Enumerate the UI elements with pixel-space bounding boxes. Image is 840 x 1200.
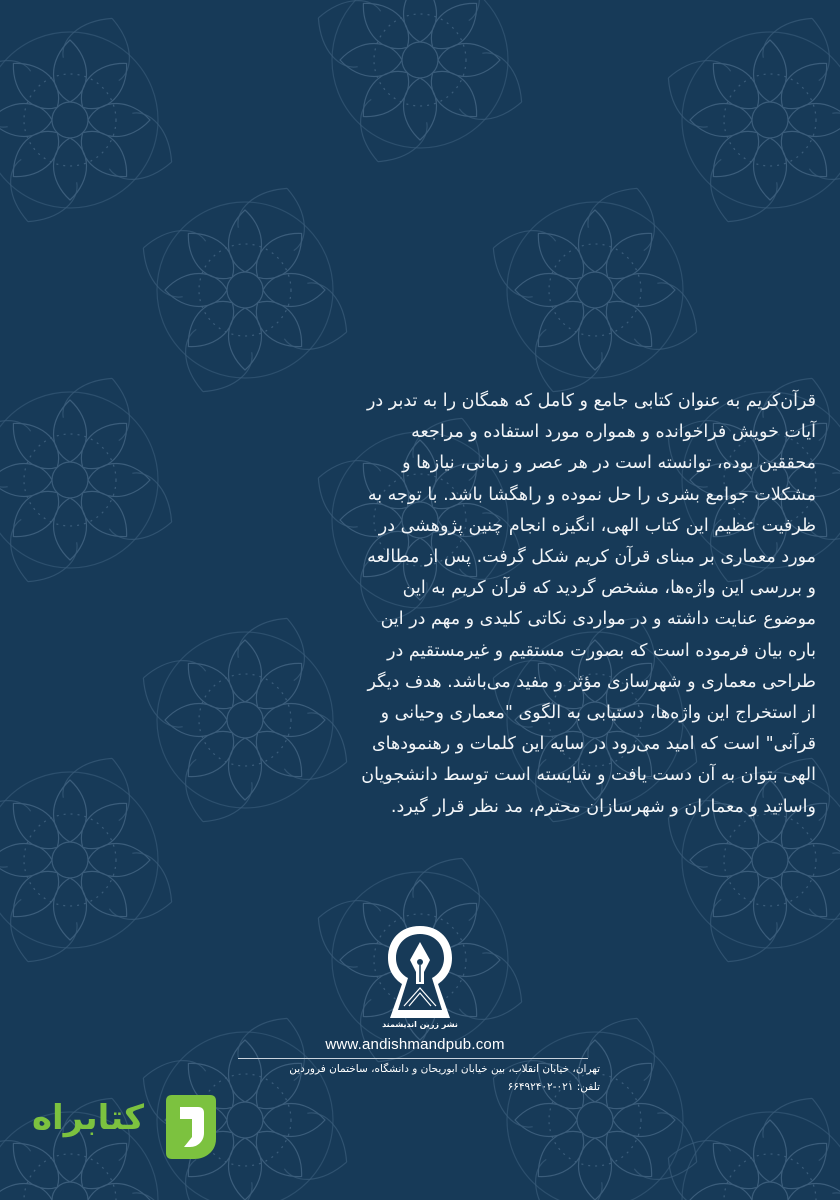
blurb-line: واساتید و معماران و شهرسازان محترم، مد نظر قرار گیرد.: [390, 796, 816, 817]
blurb-line: ظرفیت عظیم این کتاب الهی، انگیزه انجام چنین پژوهشی در: [378, 515, 816, 536]
blurb-line: طراحی معماری و شهرسازی مؤثر و مفید می‌باشد. هدف دیگر: [367, 671, 816, 692]
blurb-line: و بررسی این واژه‌ها، مشخص گردید که قرآن کریم به این: [402, 578, 816, 599]
ketabrah-wordmark: کتابراه: [31, 1098, 145, 1138]
keyhole-pen-nib-icon: [378, 922, 462, 1034]
divider: [238, 1058, 588, 1059]
back-cover-blurb: [232, 386, 816, 823]
blurb-line: آیات خویش فراخوانده و همواره مورد استفاده و مراجعه: [411, 422, 816, 443]
publisher-website: www.andishmandpub.com: [325, 1036, 505, 1053]
blurb-line: باره بیان فرموده است که بصورت مستقیم و غیرمستقیم در: [387, 640, 816, 661]
publisher-address: تهران، خیابان انقلاب، بین خیابان ابوریحان و دانشگاه، ساختمان فروردین: [289, 1063, 600, 1075]
publisher-logo-name: نشر زرین اندیشمند: [382, 1020, 458, 1029]
blurb-line: مشکلات جوامع بشری را حل نموده و راهگشا باشد. با توجه به: [367, 484, 816, 505]
blurb-line: قرآن‌کریم به عنوان کتابی جامع و کامل که همگان را به تدبر در: [366, 391, 816, 411]
blurb-line: محققین بوده، توانسته است در هر عصر و زمانی، نیازها و: [402, 453, 816, 474]
blurb-line: موضوع عنایت داشته و در مواردی نکاتی کلیدی و مهم در این: [380, 609, 816, 630]
blurb-line: قرآنی" است که امید می‌رود در سایه این کلمات و رهنمودهای: [371, 734, 816, 755]
blurb-line: از استخراج این واژه‌ها، دستیابی به الگوی "معماری وحیانی و: [380, 703, 816, 724]
blurb-line: الهی بتوان به آن دست یافت و شایسته است توسط دانشجویان: [361, 765, 816, 786]
blurb-line: مورد معماری بر مبنای قرآن کریم شکل گرفت. پس از مطالعه: [367, 547, 816, 568]
publisher-phone: تلفن: ۰۲۱-۶۶۴۹۲۴۰۲: [507, 1081, 600, 1093]
